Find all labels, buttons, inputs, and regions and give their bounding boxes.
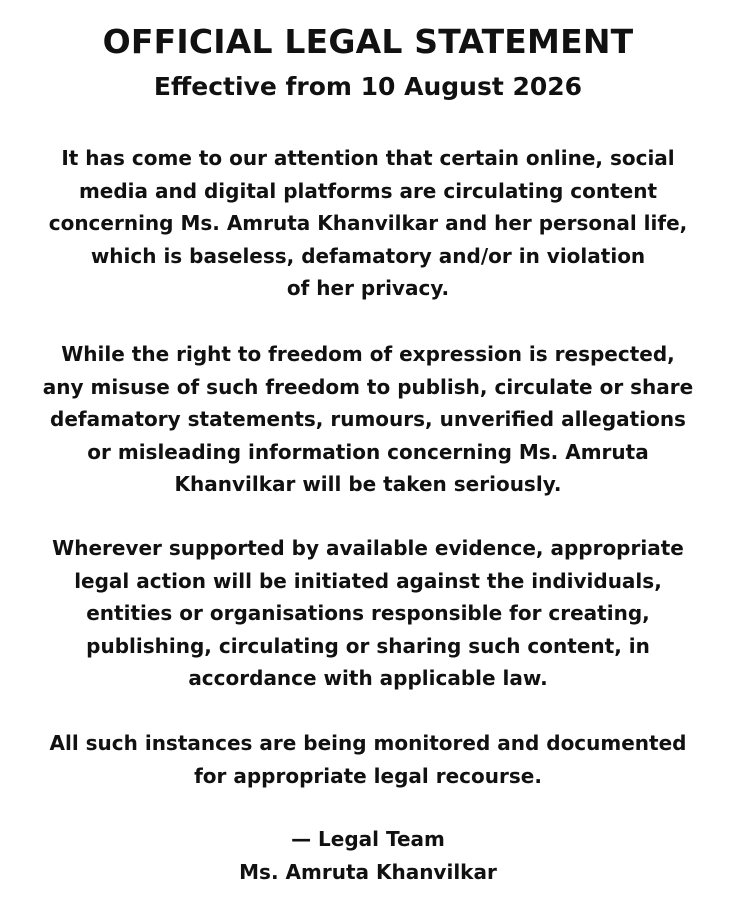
signature-name: Ms. Amruta Khanvilkar [239, 859, 497, 884]
paragraph-attention [10, 142, 726, 305]
paragraph-legal-action [10, 532, 726, 695]
paragraph-line: media and digital platforms are circulating content [78, 178, 658, 203]
paragraph-line: legal action will be initiated against the individuals, [74, 568, 662, 593]
statement-title: OFFICIAL LEGAL STATEMENT [102, 22, 634, 61]
paragraph-line: All such instances are being monitored and documented [49, 731, 687, 755]
paragraph-line: While the right to freedom of expression is respected, [61, 342, 675, 366]
paragraph-freedom [10, 338, 726, 501]
paragraph-line: of her privacy. [286, 276, 450, 300]
signature-team: — Legal Team [291, 827, 445, 851]
signature-block [0, 823, 736, 888]
paragraph-line: Wherever supported by available evidence, appropriate [52, 536, 684, 560]
paragraph-line: entities or organisations responsible for creating, [86, 601, 650, 625]
paragraph-line: which is baseless, defamatory and/or in violation [90, 243, 646, 268]
paragraph-line: any misuse of such freedom to publish, circulate or share [42, 374, 694, 399]
paragraph-line: It has come to our attention that certain online, social [61, 146, 675, 170]
effective-date: Effective from 10 August 2026 [153, 72, 583, 101]
paragraph-line: for appropriate legal recourse. [194, 763, 542, 788]
paragraph-line: concerning Ms. Amruta Khanvilkar and her personal life, [48, 211, 688, 235]
paragraph-line: Khanvilkar will be taken seriously. [174, 472, 562, 496]
paragraph-line: accordance with applicable law. [188, 666, 548, 690]
paragraph-line: or misleading information concerning Ms. Amruta [87, 439, 649, 464]
paragraph-monitoring [10, 727, 726, 792]
paragraph-line: defamatory statements, rumours, unverified allegations [50, 407, 686, 431]
paragraph-line: publishing, circulating or sharing such content, in [86, 633, 650, 658]
